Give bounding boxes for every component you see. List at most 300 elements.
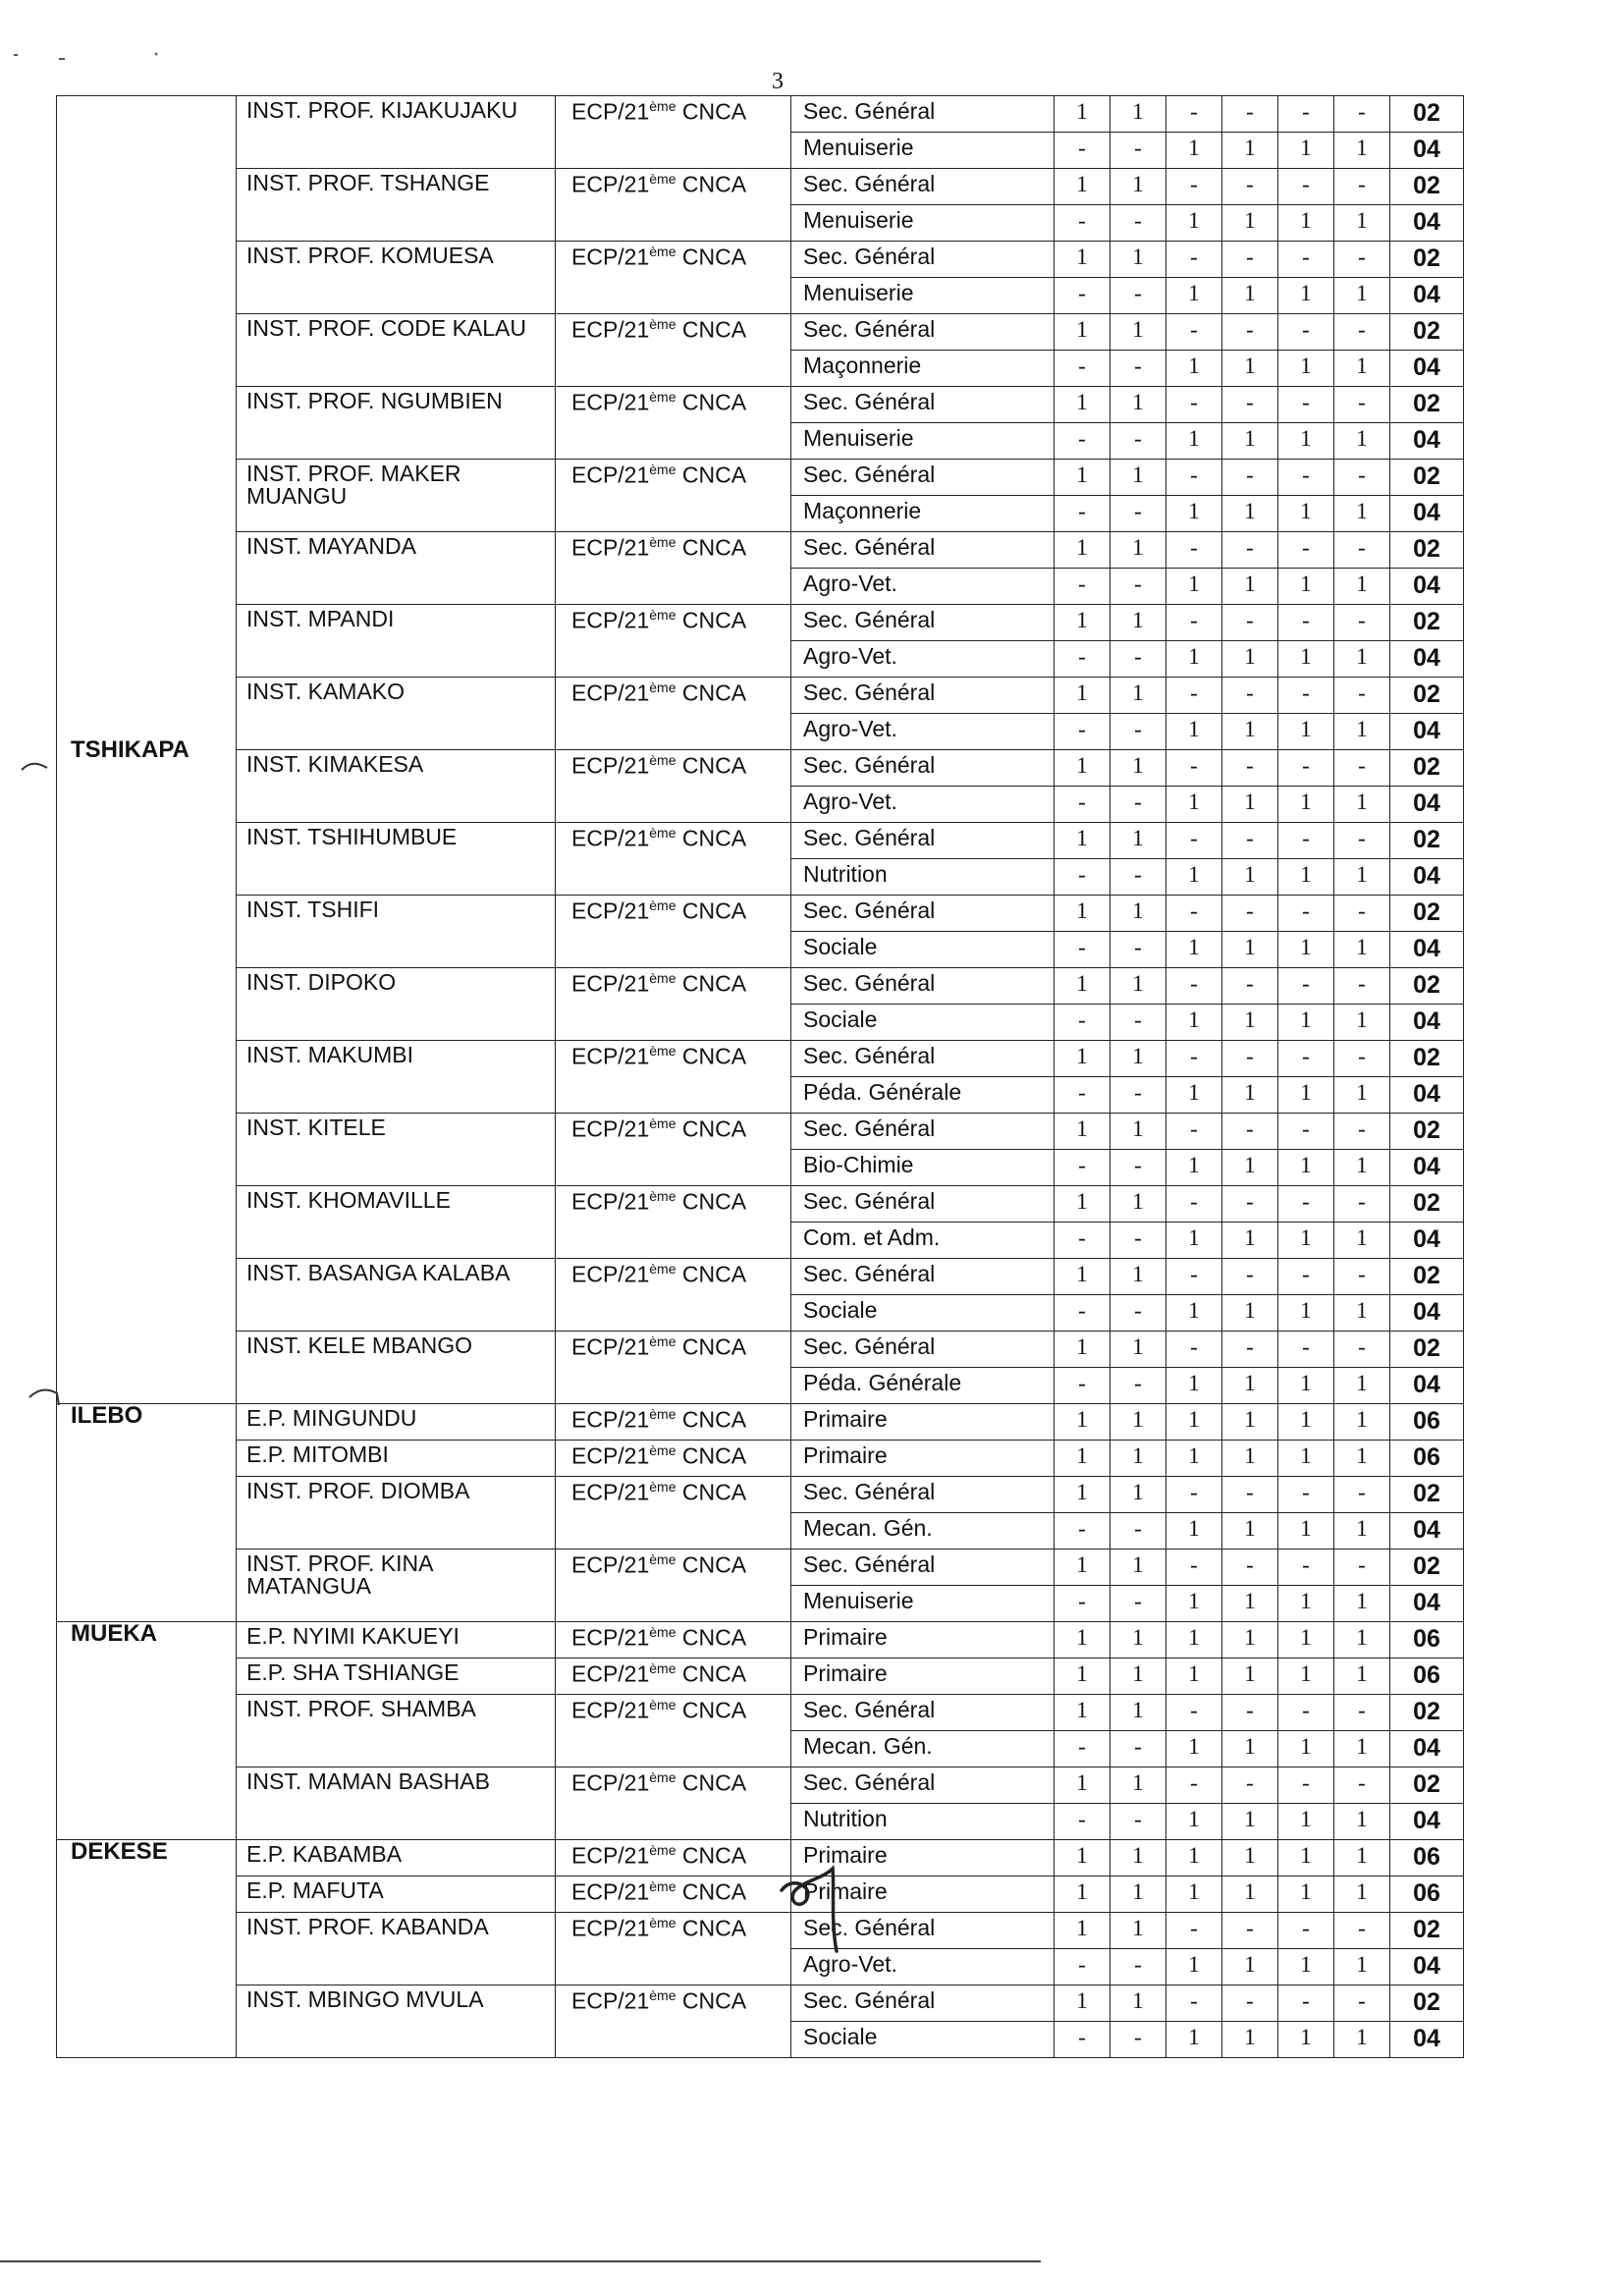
school-name: INST. PROF. MAKER MUANGU: [237, 460, 556, 532]
count-cell: -: [1110, 423, 1166, 460]
authority-prefix: ECP/21: [571, 1769, 650, 1796]
total-cell: 02: [1390, 1985, 1464, 2022]
section-name: Sec. Général: [791, 605, 1055, 641]
section-name: Sec. Général: [791, 896, 1055, 932]
total-cell: 04: [1390, 641, 1464, 678]
count-cell: -: [1334, 1767, 1390, 1804]
section-name: Primaire: [791, 1840, 1055, 1876]
table-row: [57, 1840, 1464, 1876]
count-cell: 1: [1166, 1150, 1222, 1186]
count-cell: 1: [1110, 1840, 1166, 1876]
count-cell: 1: [1110, 1622, 1166, 1659]
authority-prefix: ECP/21: [571, 98, 650, 125]
count-cell: 1: [1110, 896, 1166, 932]
school-name: INST. PROF. TSHANGE: [237, 169, 556, 242]
authority-cell: [556, 1332, 791, 1404]
count-cell: 1: [1278, 1077, 1334, 1114]
count-cell: 1: [1222, 1513, 1278, 1550]
section-name: Sec. Général: [791, 1550, 1055, 1586]
authority-suffix: CNCA: [676, 1406, 747, 1433]
authority-prefix: ECP/21: [571, 171, 650, 197]
count-cell: 1: [1222, 569, 1278, 605]
count-cell: 1: [1278, 2022, 1334, 2058]
section-name: Menuiserie: [791, 133, 1055, 169]
authority-prefix: ECP/21: [571, 680, 650, 706]
authority-sup: ème: [649, 680, 677, 695]
total-cell: 04: [1390, 2022, 1464, 2058]
authority-suffix: CNCA: [676, 244, 747, 270]
count-cell: 1: [1334, 1586, 1390, 1622]
count-cell: -: [1278, 314, 1334, 351]
school-name: E.P. MITOMBI: [237, 1441, 556, 1477]
count-cell: 1: [1110, 1550, 1166, 1586]
count-cell: 1: [1166, 932, 1222, 968]
count-cell: 1: [1222, 1005, 1278, 1041]
count-cell: -: [1166, 169, 1222, 205]
section-name: Menuiserie: [791, 205, 1055, 242]
count-cell: -: [1055, 859, 1110, 896]
count-cell: 1: [1222, 1731, 1278, 1767]
authority-cell: [556, 1913, 791, 1985]
count-cell: 1: [1110, 169, 1166, 205]
count-cell: 1: [1334, 278, 1390, 314]
count-cell: 1: [1166, 714, 1222, 750]
count-cell: 1: [1278, 205, 1334, 242]
count-cell: -: [1222, 1114, 1278, 1150]
section-name: Sec. Général: [791, 1985, 1055, 2022]
count-cell: 1: [1334, 1223, 1390, 1259]
count-cell: -: [1166, 968, 1222, 1005]
table-row: [57, 96, 1464, 133]
authority-cell: [556, 96, 791, 169]
count-cell: -: [1055, 205, 1110, 242]
count-cell: 1: [1166, 1876, 1222, 1913]
count-cell: -: [1055, 1804, 1110, 1840]
authority-sup: ème: [649, 1333, 677, 1349]
authority-sup: ème: [649, 607, 677, 623]
count-cell: 1: [1334, 205, 1390, 242]
count-cell: -: [1278, 1041, 1334, 1077]
count-cell: 1: [1222, 1150, 1278, 1186]
authority-suffix: CNCA: [676, 1479, 747, 1505]
total-cell: 02: [1390, 1550, 1464, 1586]
count-cell: 1: [1166, 278, 1222, 314]
count-cell: -: [1278, 1985, 1334, 2022]
authority-sup: ème: [649, 1878, 677, 1894]
authority-suffix: CNCA: [676, 1915, 747, 1941]
authority-suffix: CNCA: [676, 316, 747, 343]
authority-cell: [556, 1041, 791, 1114]
section-name: Sec. Général: [791, 314, 1055, 351]
total-cell: 04: [1390, 423, 1464, 460]
count-cell: -: [1278, 1477, 1334, 1513]
count-cell: -: [1222, 750, 1278, 787]
count-cell: -: [1278, 1186, 1334, 1223]
count-cell: 1: [1166, 2022, 1222, 2058]
count-cell: -: [1166, 387, 1222, 423]
count-cell: -: [1334, 678, 1390, 714]
count-cell: -: [1334, 968, 1390, 1005]
table-row: [57, 169, 1464, 205]
count-cell: -: [1110, 1295, 1166, 1332]
authority-suffix: CNCA: [676, 897, 747, 924]
count-cell: 1: [1110, 1041, 1166, 1077]
section-name: Agro-Vet.: [791, 714, 1055, 750]
count-cell: 1: [1278, 1404, 1334, 1441]
school-name: INST. PROF. DIOMBA: [237, 1477, 556, 1550]
count-cell: 1: [1278, 423, 1334, 460]
total-cell: 04: [1390, 1804, 1464, 1840]
school-name: INST. MAMAN BASHAB: [237, 1767, 556, 1840]
count-cell: 1: [1278, 569, 1334, 605]
count-cell: -: [1110, 278, 1166, 314]
authority-cell: [556, 968, 791, 1041]
authority-cell: [556, 242, 791, 314]
total-cell: 06: [1390, 1876, 1464, 1913]
count-cell: 1: [1110, 1259, 1166, 1295]
count-cell: 1: [1334, 1840, 1390, 1876]
count-cell: 1: [1110, 1876, 1166, 1913]
count-cell: -: [1278, 242, 1334, 278]
authority-prefix: ECP/21: [571, 1442, 650, 1469]
total-cell: 04: [1390, 1368, 1464, 1404]
count-cell: -: [1222, 968, 1278, 1005]
count-cell: 1: [1166, 1441, 1222, 1477]
count-cell: -: [1278, 823, 1334, 859]
count-cell: -: [1278, 532, 1334, 569]
count-cell: -: [1166, 1550, 1222, 1586]
count-cell: -: [1166, 605, 1222, 641]
authority-prefix: ECP/21: [571, 316, 650, 343]
count-cell: -: [1334, 1550, 1390, 1586]
total-cell: 04: [1390, 205, 1464, 242]
school-name: INST. TSHIFI: [237, 896, 556, 968]
count-cell: -: [1166, 1695, 1222, 1731]
authority-suffix: CNCA: [676, 171, 747, 197]
count-cell: -: [1278, 1332, 1334, 1368]
total-cell: 06: [1390, 1659, 1464, 1695]
count-cell: 1: [1166, 1949, 1222, 1985]
table-row: [57, 1259, 1464, 1295]
count-cell: -: [1222, 242, 1278, 278]
count-cell: -: [1334, 387, 1390, 423]
count-cell: -: [1110, 1949, 1166, 1985]
count-cell: -: [1222, 1186, 1278, 1223]
section-name: Sociale: [791, 1295, 1055, 1332]
count-cell: 1: [1055, 169, 1110, 205]
section-name: Com. et Adm.: [791, 1223, 1055, 1259]
table-row: [57, 1477, 1464, 1513]
count-cell: -: [1166, 896, 1222, 932]
total-cell: 04: [1390, 351, 1464, 387]
page-number: 3: [772, 69, 784, 94]
count-cell: 1: [1110, 1695, 1166, 1731]
authority-suffix: CNCA: [676, 1188, 747, 1215]
count-cell: -: [1110, 1150, 1166, 1186]
count-cell: 1: [1278, 1150, 1334, 1186]
count-cell: -: [1222, 96, 1278, 133]
authority-suffix: CNCA: [676, 1115, 747, 1142]
total-cell: 04: [1390, 569, 1464, 605]
section-name: Bio-Chimie: [791, 1150, 1055, 1186]
count-cell: 1: [1055, 605, 1110, 641]
count-cell: 1: [1278, 1876, 1334, 1913]
authority-sup: ème: [649, 1406, 677, 1422]
section-name: Menuiserie: [791, 423, 1055, 460]
total-cell: 04: [1390, 1005, 1464, 1041]
section-name: Sec. Général: [791, 460, 1055, 496]
authority-suffix: CNCA: [676, 98, 747, 125]
authority-prefix: ECP/21: [571, 1333, 650, 1360]
table-row: [57, 823, 1464, 859]
count-cell: 1: [1110, 1114, 1166, 1150]
count-cell: 1: [1055, 532, 1110, 569]
count-cell: -: [1166, 1332, 1222, 1368]
count-cell: -: [1222, 169, 1278, 205]
count-cell: -: [1166, 242, 1222, 278]
count-cell: -: [1110, 714, 1166, 750]
count-cell: 1: [1278, 1804, 1334, 1840]
total-cell: 04: [1390, 1295, 1464, 1332]
table-row: [57, 1985, 1464, 2022]
authority-cell: [556, 1985, 791, 2058]
authority-sup: ème: [649, 1043, 677, 1059]
total-cell: 04: [1390, 1586, 1464, 1622]
count-cell: 1: [1166, 1077, 1222, 1114]
count-cell: -: [1166, 96, 1222, 133]
total-cell: 04: [1390, 278, 1464, 314]
count-cell: -: [1110, 1731, 1166, 1767]
count-cell: 1: [1278, 1659, 1334, 1695]
table-row: [57, 750, 1464, 787]
count-cell: 1: [1110, 1332, 1166, 1368]
count-cell: 1: [1166, 1005, 1222, 1041]
count-cell: 1: [1334, 1005, 1390, 1041]
count-cell: 1: [1278, 1840, 1334, 1876]
count-cell: 1: [1222, 1368, 1278, 1404]
count-cell: 1: [1334, 1659, 1390, 1695]
count-cell: -: [1278, 96, 1334, 133]
total-cell: 02: [1390, 1186, 1464, 1223]
authority-prefix: ECP/21: [571, 1115, 650, 1142]
count-cell: 1: [1166, 1404, 1222, 1441]
count-cell: 1: [1222, 714, 1278, 750]
count-cell: 1: [1278, 714, 1334, 750]
authority-suffix: CNCA: [676, 1697, 747, 1723]
section-name: Sec. Général: [791, 387, 1055, 423]
table-row: [57, 1041, 1464, 1077]
zone-cell: DEKESE: [57, 1840, 237, 2058]
count-cell: -: [1278, 169, 1334, 205]
count-cell: -: [1055, 1586, 1110, 1622]
total-cell: 04: [1390, 496, 1464, 532]
authority-cell: [556, 387, 791, 460]
school-name: INST. PROF. CODE KALAU: [237, 314, 556, 387]
total-cell: 04: [1390, 932, 1464, 968]
table-row: [57, 1659, 1464, 1695]
count-cell: -: [1278, 1259, 1334, 1295]
total-cell: 04: [1390, 859, 1464, 896]
count-cell: -: [1110, 932, 1166, 968]
authority-sup: ème: [649, 1915, 677, 1931]
authority-prefix: ECP/21: [571, 462, 650, 488]
authority-cell: [556, 169, 791, 242]
authority-cell: [556, 1695, 791, 1767]
count-cell: -: [1222, 532, 1278, 569]
authority-cell: [556, 1876, 791, 1913]
authority-sup: ème: [649, 1842, 677, 1858]
count-cell: 1: [1334, 714, 1390, 750]
total-cell: 02: [1390, 242, 1464, 278]
count-cell: -: [1166, 1477, 1222, 1513]
authority-cell: [556, 1659, 791, 1695]
authority-prefix: ECP/21: [571, 1878, 650, 1905]
count-cell: 1: [1222, 1295, 1278, 1332]
authority-cell: [556, 1259, 791, 1332]
count-cell: -: [1222, 823, 1278, 859]
authority-sup: ème: [649, 1551, 677, 1567]
count-cell: 1: [1278, 859, 1334, 896]
count-cell: -: [1166, 1985, 1222, 2022]
count-cell: 1: [1110, 387, 1166, 423]
count-cell: -: [1055, 569, 1110, 605]
total-cell: 04: [1390, 1150, 1464, 1186]
school-name: INST. BASANGA KALABA: [237, 1259, 556, 1332]
count-cell: -: [1222, 1550, 1278, 1586]
authority-prefix: ECP/21: [571, 1660, 650, 1687]
authority-sup: ème: [649, 970, 677, 986]
authority-sup: ème: [649, 1261, 677, 1277]
authority-suffix: CNCA: [676, 1842, 747, 1869]
count-cell: 1: [1222, 351, 1278, 387]
section-name: Péda. Générale: [791, 1077, 1055, 1114]
count-cell: 1: [1334, 1949, 1390, 1985]
count-cell: 1: [1222, 1949, 1278, 1985]
total-cell: 02: [1390, 750, 1464, 787]
count-cell: -: [1222, 1985, 1278, 2022]
authority-prefix: ECP/21: [571, 970, 650, 997]
authority-sup: ème: [649, 825, 677, 841]
authority-cell: [556, 1477, 791, 1550]
count-cell: 1: [1334, 569, 1390, 605]
authority-suffix: CNCA: [676, 1333, 747, 1360]
count-cell: 1: [1278, 1368, 1334, 1404]
count-cell: 1: [1055, 460, 1110, 496]
section-name: Primaire: [791, 1404, 1055, 1441]
count-cell: 1: [1055, 1913, 1110, 1949]
count-cell: -: [1055, 1731, 1110, 1767]
count-cell: 1: [1278, 1622, 1334, 1659]
section-name: Sec. Général: [791, 1695, 1055, 1731]
section-name: Maçonnerie: [791, 496, 1055, 532]
count-cell: -: [1278, 1767, 1334, 1804]
authority-suffix: CNCA: [676, 825, 747, 851]
count-cell: -: [1166, 532, 1222, 569]
count-cell: 1: [1334, 641, 1390, 678]
count-cell: -: [1055, 1949, 1110, 1985]
school-name: INST. MBINGO MVULA: [237, 1985, 556, 2058]
school-name: INST. KAMAKO: [237, 678, 556, 750]
count-cell: 1: [1278, 1005, 1334, 1041]
school-name: E.P. MAFUTA: [237, 1876, 556, 1913]
count-cell: -: [1334, 896, 1390, 932]
count-cell: 1: [1334, 859, 1390, 896]
total-cell: 04: [1390, 1077, 1464, 1114]
table-row: [57, 605, 1464, 641]
count-cell: 1: [1055, 750, 1110, 787]
count-cell: 1: [1055, 1441, 1110, 1477]
authority-sup: ème: [649, 1188, 677, 1204]
count-cell: -: [1110, 2022, 1166, 2058]
authority-cell: [556, 605, 791, 678]
count-cell: 1: [1278, 133, 1334, 169]
authority-prefix: ECP/21: [571, 897, 650, 924]
count-cell: -: [1166, 1259, 1222, 1295]
count-cell: -: [1278, 605, 1334, 641]
authority-suffix: CNCA: [676, 1261, 747, 1287]
authority-prefix: ECP/21: [571, 1479, 650, 1505]
count-cell: -: [1222, 1695, 1278, 1731]
count-cell: 1: [1222, 1404, 1278, 1441]
section-name: Agro-Vet.: [791, 641, 1055, 678]
count-cell: 1: [1334, 1876, 1390, 1913]
count-cell: -: [1166, 1767, 1222, 1804]
authority-sup: ème: [649, 389, 677, 405]
count-cell: 1: [1222, 1441, 1278, 1477]
count-cell: -: [1278, 1550, 1334, 1586]
authority-sup: ème: [649, 171, 677, 187]
authority-prefix: ECP/21: [571, 1261, 650, 1287]
count-cell: 1: [1278, 641, 1334, 678]
section-name: Mecan. Gén.: [791, 1731, 1055, 1767]
count-cell: 1: [1334, 351, 1390, 387]
school-name: INST. KIMAKESA: [237, 750, 556, 823]
count-cell: 1: [1166, 787, 1222, 823]
school-name: E.P. KABAMBA: [237, 1840, 556, 1876]
count-cell: 1: [1110, 314, 1166, 351]
table-row: [57, 242, 1464, 278]
school-name: E.P. SHA TSHIANGE: [237, 1659, 556, 1695]
section-name: Agro-Vet.: [791, 787, 1055, 823]
schools-table: [56, 95, 1464, 2058]
count-cell: -: [1222, 896, 1278, 932]
count-cell: 1: [1334, 932, 1390, 968]
school-name: INST. PROF. KOMUESA: [237, 242, 556, 314]
total-cell: 02: [1390, 96, 1464, 133]
count-cell: 1: [1166, 1804, 1222, 1840]
count-cell: -: [1166, 460, 1222, 496]
total-cell: 04: [1390, 787, 1464, 823]
count-cell: -: [1334, 96, 1390, 133]
authority-suffix: CNCA: [676, 1043, 747, 1069]
count-cell: -: [1110, 205, 1166, 242]
count-cell: -: [1222, 387, 1278, 423]
school-name: INST. KELE MBANGO: [237, 1332, 556, 1404]
count-cell: 1: [1222, 496, 1278, 532]
count-cell: -: [1110, 351, 1166, 387]
count-cell: -: [1055, 133, 1110, 169]
count-cell: 1: [1222, 1586, 1278, 1622]
count-cell: -: [1334, 1695, 1390, 1731]
total-cell: 02: [1390, 1767, 1464, 1804]
count-cell: -: [1334, 1332, 1390, 1368]
count-cell: -: [1166, 1041, 1222, 1077]
count-cell: 1: [1110, 1186, 1166, 1223]
section-name: Sociale: [791, 1005, 1055, 1041]
school-name: INST. TSHIHUMBUE: [237, 823, 556, 896]
authority-suffix: CNCA: [676, 607, 747, 633]
count-cell: 1: [1222, 932, 1278, 968]
